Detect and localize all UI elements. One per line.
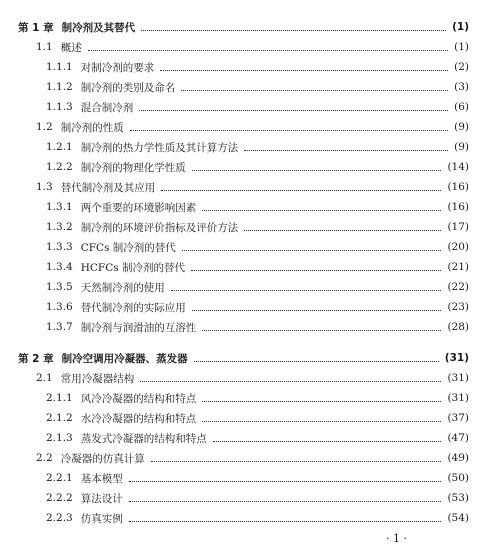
toc-entry-subsection (46, 237, 469, 257)
entry-number: 2.1.2 (46, 412, 73, 424)
dot-leader (213, 441, 442, 442)
entry-title: 混合制冷剂 (80, 101, 134, 114)
entry-number: 1.1.1 (46, 61, 73, 73)
entry-page: (53) (447, 492, 469, 504)
dot-leader (140, 381, 441, 382)
dot-leader (129, 481, 442, 482)
entry-number: 2.1 (36, 372, 53, 384)
entry-number: 2.1.3 (46, 432, 73, 444)
entry-number: 2.2 (36, 452, 53, 464)
entry-page: (47) (447, 432, 469, 444)
dot-leader (161, 190, 441, 191)
entry-title: 替代制冷剂的实际应用 (80, 301, 186, 314)
entry-title: 制冷空调用冷凝器、蒸发器 (61, 352, 188, 365)
entry-page: (16) (447, 181, 469, 193)
entry-title: HCFCs 制冷剂的替代 (80, 261, 185, 274)
toc-entry-subsection (46, 488, 469, 508)
entry-title: 制冷剂的热力学性质及其计算方法 (80, 141, 239, 154)
toc-entry-section (36, 117, 469, 137)
entry-page: (2) (454, 61, 469, 73)
page-number: · 1 · (386, 532, 407, 545)
toc-entry-subsection (46, 137, 469, 157)
dot-leader (244, 150, 448, 151)
entry-title: CFCs 制冷剂的替代 (80, 241, 176, 254)
entry-page: (20) (447, 241, 469, 253)
entry-page: (23) (447, 301, 469, 313)
entry-page: (17) (447, 221, 469, 233)
dot-leader (192, 170, 442, 171)
entry-page: (22) (447, 281, 469, 293)
toc-entry-chapter-2 (18, 348, 469, 368)
entry-number: 1.2.1 (46, 141, 73, 153)
toc-entry-subsection (46, 277, 469, 297)
entry-number: 1.3.1 (46, 201, 73, 213)
toc-entry-subsection (46, 297, 469, 317)
entry-title: 基本模型 (80, 472, 123, 485)
entry-title: 制冷剂的类别及命名 (80, 81, 176, 94)
dot-leader (160, 70, 448, 71)
entry-title: 风冷冷凝器的结构和特点 (80, 392, 197, 405)
entry-title: 制冷剂及其替代 (61, 21, 136, 34)
entry-number: 2.2.2 (46, 492, 73, 504)
entry-number: 1.3.5 (46, 281, 73, 293)
entry-page: (6) (454, 101, 469, 113)
entry-page: (1) (452, 21, 469, 33)
entry-number: 1.1 (36, 41, 53, 53)
toc-entry-subsection (46, 57, 469, 77)
dot-leader (202, 210, 441, 211)
entry-title: 制冷剂的性质 (60, 121, 124, 134)
entry-title: 制冷剂的环境评价指标及评价方法 (80, 221, 239, 234)
entry-number: 1.3 (36, 181, 53, 193)
dot-leader (202, 421, 441, 422)
toc-entry-subsection (46, 77, 469, 97)
entry-number: 1.3.4 (46, 261, 73, 273)
entry-title: 冷凝器的仿真计算 (60, 452, 145, 465)
entry-title: 水冷冷凝器的结构和特点 (80, 412, 197, 425)
dot-leader (141, 30, 446, 31)
toc-entry-subsection (46, 157, 469, 177)
toc-entry-chapter-1 (18, 17, 469, 37)
entry-number: 1.2.2 (46, 161, 73, 173)
entry-page: (31) (447, 392, 469, 404)
dot-leader (129, 521, 442, 522)
dot-leader (244, 230, 441, 231)
entry-number: 1.2 (36, 121, 53, 133)
entry-page: (3) (454, 81, 469, 93)
dot-leader (181, 90, 448, 91)
toc-entry-subsection (46, 217, 469, 237)
toc-entry-subsection (46, 197, 469, 217)
toc-entry-section (36, 37, 469, 57)
entry-title: 替代制冷剂及其应用 (60, 181, 156, 194)
entry-page: (21) (447, 261, 469, 273)
entry-page: (31) (444, 352, 469, 364)
toc-entry-subsection (46, 468, 469, 488)
entry-page: (54) (447, 512, 469, 524)
toc-entry-subsection (46, 317, 469, 337)
entry-number: 1.1.2 (46, 81, 73, 93)
toc-entry-subsection (46, 408, 469, 428)
dot-leader (202, 401, 441, 402)
entry-page: (9) (454, 121, 469, 133)
entry-title: 制冷剂的物理化学性质 (80, 161, 186, 174)
entry-number: 2.1.1 (46, 392, 73, 404)
entry-title: 概述 (60, 41, 82, 54)
entry-number: 2.2.1 (46, 472, 73, 484)
entry-page: (28) (447, 321, 469, 333)
entry-page: (37) (447, 412, 469, 424)
dot-leader (151, 461, 442, 462)
entry-page: (1) (454, 41, 469, 53)
toc-entry-section (36, 368, 469, 388)
entry-title: 天然制冷剂的使用 (80, 281, 165, 294)
dot-leader (88, 50, 448, 51)
toc-entry-section (36, 448, 469, 468)
entry-title: 制冷剂与润滑油的互溶性 (80, 321, 197, 334)
dot-leader (171, 290, 442, 291)
entry-number: 1.3.6 (46, 301, 73, 313)
entry-page: (14) (447, 161, 469, 173)
entry-title: 两个重要的环境影响因素 (80, 201, 197, 214)
toc-entry-section (36, 177, 469, 197)
entry-title: 算法设计 (80, 492, 123, 505)
entry-page: (49) (447, 452, 469, 464)
entry-number: 第 2 章 (18, 352, 54, 365)
dot-leader (182, 250, 442, 251)
entry-title: 蒸发式冷凝器的结构和特点 (80, 432, 207, 445)
entry-number: 1.3.2 (46, 221, 73, 233)
entry-number: 2.2.3 (46, 512, 73, 524)
dot-leader (191, 270, 441, 271)
entry-number: 第 1 章 (18, 21, 54, 34)
dot-leader (130, 130, 448, 131)
entry-number: 1.3.3 (46, 241, 73, 253)
entry-page: (16) (447, 201, 469, 213)
toc-entry-subsection (46, 428, 469, 448)
toc-entry-subsection (46, 257, 469, 277)
entry-title: 常用冷凝器结构 (60, 372, 135, 385)
entry-page: (31) (447, 372, 469, 384)
entry-number: 1.3.7 (46, 321, 73, 333)
entry-number: 1.1.3 (46, 101, 73, 113)
entry-page: (9) (454, 141, 469, 153)
toc-entry-subsection (46, 508, 469, 528)
toc-entry-subsection (46, 388, 469, 408)
dot-leader (129, 501, 442, 502)
dot-leader (194, 361, 439, 362)
toc-entry-subsection (46, 97, 469, 117)
entry-title: 仿真实例 (80, 512, 123, 525)
entry-title: 对制冷剂的要求 (80, 61, 155, 74)
entry-page: (50) (447, 472, 469, 484)
dot-leader (139, 110, 448, 111)
dot-leader (202, 330, 441, 331)
dot-leader (192, 310, 442, 311)
